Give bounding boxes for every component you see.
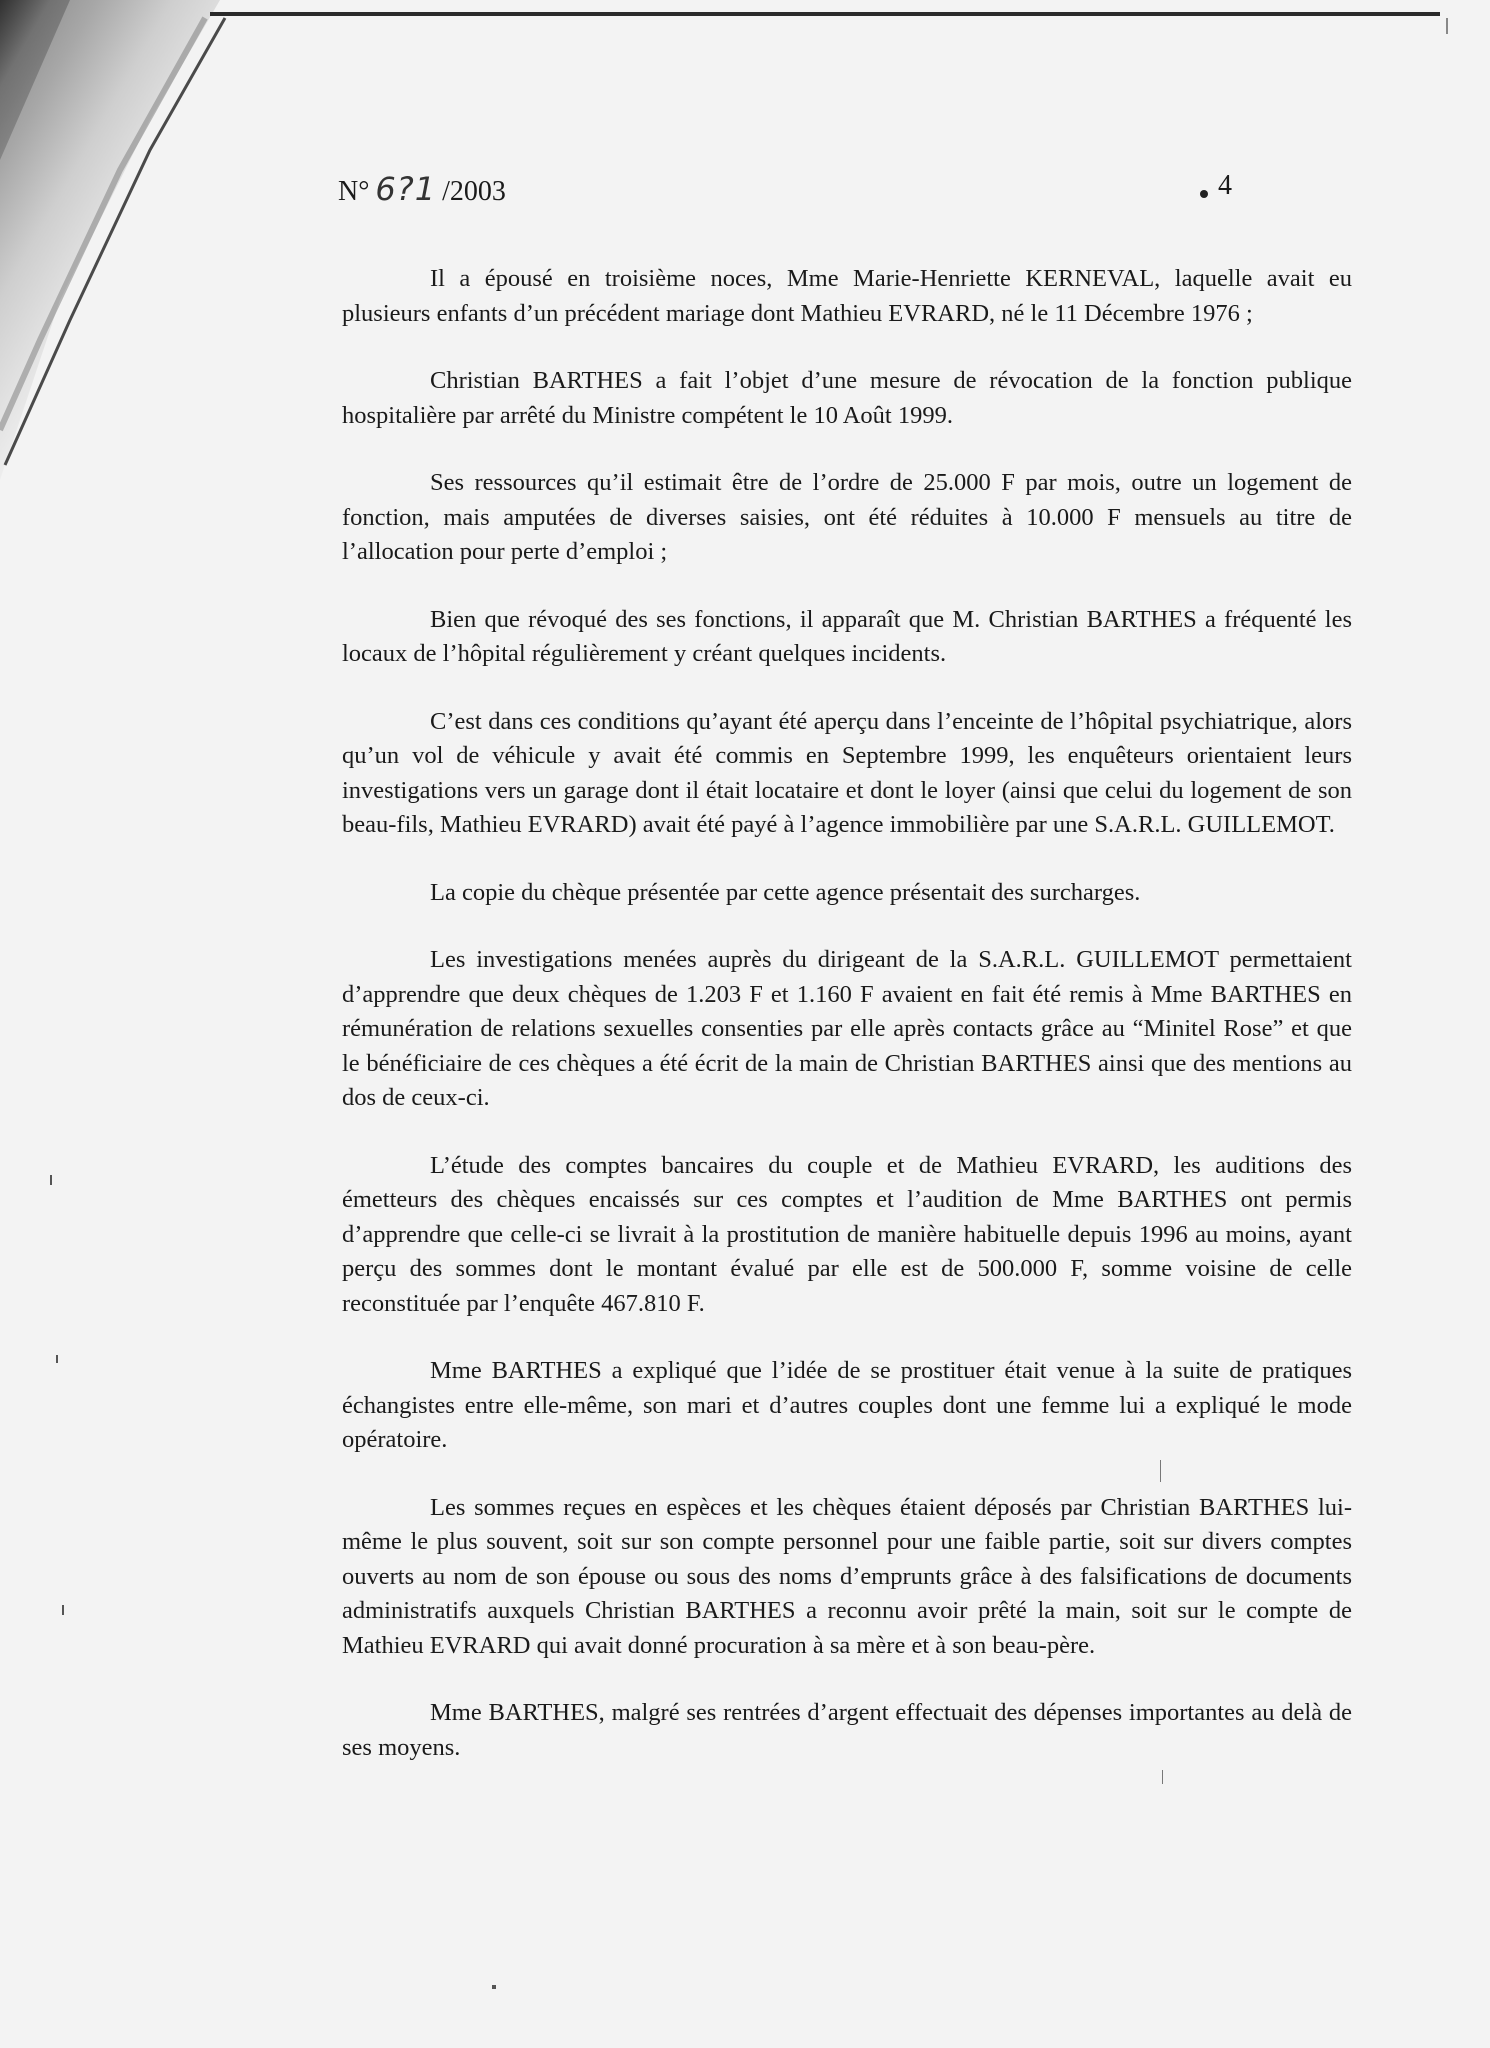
scan-top-edge xyxy=(210,12,1440,16)
paragraph: L’étude des comptes bancaires du couple et de Mathieu EVRARD, les auditions des émetteurs des chèques encaissés sur ces comptes et l’audition de Mme BARTHES ont permis d’apprendre que celle-ci se livrait à la prostitution de manière habituelle depuis 1996 au moins, ayant perçu des sommes dont le montant évalué par elle est de 500.000 F, somme voisine de celle reconstituée par l’enquête 467.810 F. xyxy=(342,1151,1352,1317)
scan-speck xyxy=(50,1175,52,1185)
scan-speck xyxy=(1162,1770,1163,1784)
scan-fold-line xyxy=(0,0,250,470)
paragraph: Il a épousé en troisième noces, Mme Marie-Henriette KERNEVAL, laquelle avait eu plusieurs enfants d’un précédent mariage dont Mathieu EVRARD, né le 11 Décembre 1976 ; xyxy=(342,265,1352,327)
document-body xyxy=(342,262,1352,1798)
scan-speck xyxy=(56,1355,58,1363)
paragraph: Mme BARTHES a expliqué que l’idée de se prostituer était venue à la suite de pratiques échangistes entre elle-même, son mari et d’autres couples dont une femme lui a expliqué le mode opératoire. xyxy=(342,1357,1352,1453)
scan-speck xyxy=(492,1985,496,1989)
paragraph: Christian BARTHES a fait l’objet d’une mesure de révocation de la fonction publique hospitalière par arrêté du Ministre compétent le 10 Août 1999. xyxy=(342,367,1352,429)
paragraph: Mme BARTHES, malgré ses rentrées d’argent effectuait des dépenses importantes au delà de ses moyens. xyxy=(342,1699,1352,1761)
paragraph: Ses ressources qu’il estimait être de l’ordre de 25.000 F par mois, outre un logement de fonction, mais amputées de diverses saisies, ont été réduites à 10.000 F mensuels au titre de l’allocation pour perte d’emploi ; xyxy=(342,469,1352,565)
paragraph: Les sommes reçues en espèces et les chèques étaient déposés par Christian BARTHES lui-même le plus souvent, soit sur son compte personnel pour une faible partie, soit sur divers comptes ouverts au nom de son épouse ou sous des noms d’emprunts grâce à des falsifications de documents administratifs auxquels Christian BARTHES a reconnu avoir prêté la main, soit sur le compte de Mathieu EVRARD qui avait donné procuration à sa mère et à son beau-père. xyxy=(342,1493,1352,1659)
page-number xyxy=(1200,170,1232,202)
document-number xyxy=(338,170,506,208)
paragraph: C’est dans ces conditions qu’ayant été aperçu dans l’enceinte de l’hôpital psychiatrique, alors qu’un vol de véhicule y avait été commis en Septembre 1999, les enquêteurs orientaient leurs investigations vers un garage dont il était locataire et dont le loyer (ainsi que celui du logement de son beau-fils, Mathieu EVRARD) avait été payé à l’agence immobilière par une S.A.R.L. GUILLEMOT. xyxy=(342,707,1352,838)
paragraph: La copie du chèque présentée par cette agence présentait des surcharges. xyxy=(430,878,1141,906)
scan-mark xyxy=(1446,18,1448,34)
scan-speck xyxy=(62,1605,64,1615)
scan-speck xyxy=(1160,1460,1161,1482)
number-prefix: N° xyxy=(338,176,370,207)
page-number-value: 4 xyxy=(1218,170,1232,201)
paragraph: Bien que révoqué des ses fonctions, il apparaît que M. Christian BARTHES a fréquenté les locaux de l’hôpital régulièrement y créant quelques incidents. xyxy=(342,605,1352,667)
bullet-mark xyxy=(1200,190,1208,198)
paragraph: Les investigations menées auprès du dirigeant de la S.A.R.L. GUILLEMOT permettaient d’apprendre que deux chèques de 1.203 F et 1.160 F avaient en fait été remis à Mme BARTHES en rémunération de relations sexuelles consenties par elle après contacts grâce au “Minitel Rose” et que le bénéficiaire de ces chèques a été écrit de la main de Christian BARTHES ainsi que des mentions au dos de ceux-ci. xyxy=(342,946,1352,1111)
handwritten-number: 6?1 xyxy=(375,170,437,208)
number-suffix: /2003 xyxy=(442,176,506,207)
